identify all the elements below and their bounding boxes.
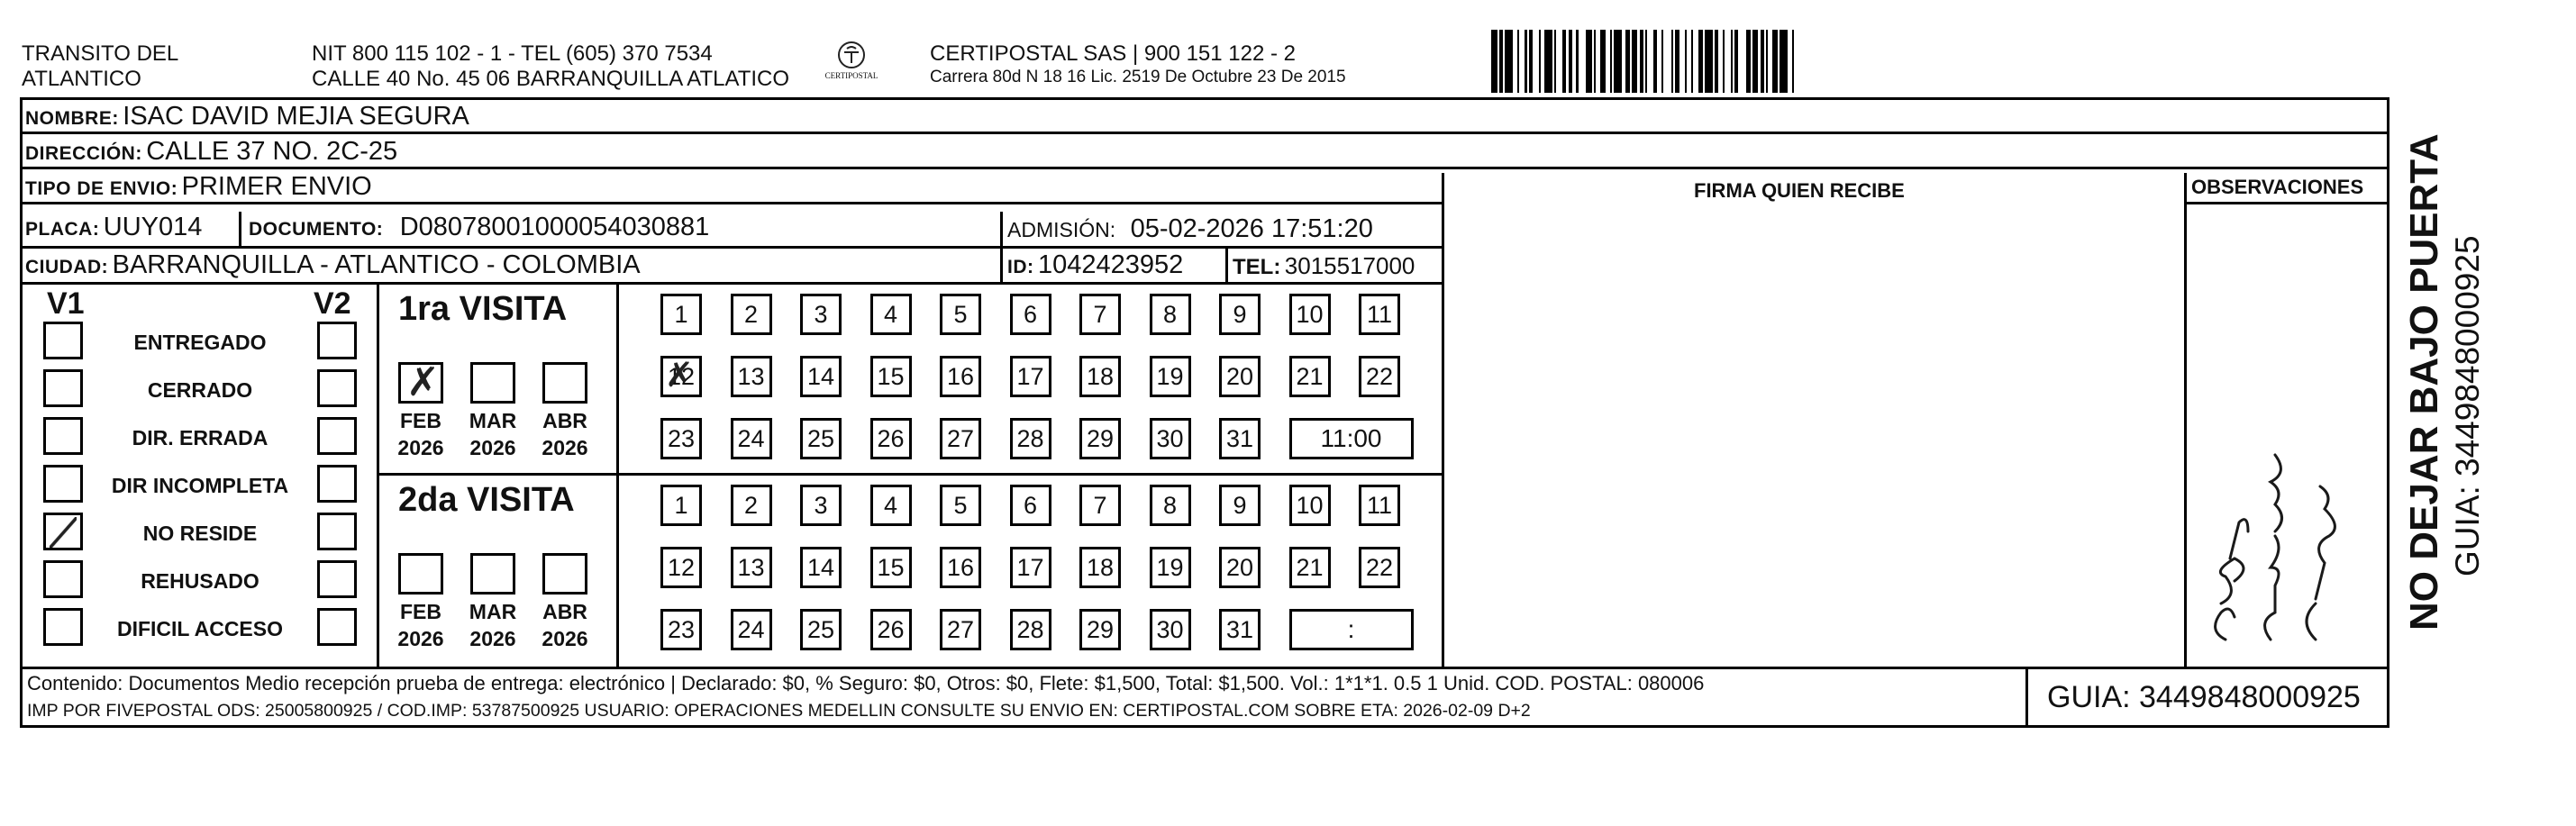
day-box[interactable]: 2 bbox=[731, 485, 772, 526]
tel-label: TEL: bbox=[1233, 255, 1281, 279]
tipo-envio-label: TIPO DE ENVIO: bbox=[25, 178, 178, 199]
day-box[interactable]: 3 bbox=[800, 485, 842, 526]
divider bbox=[2184, 202, 2389, 204]
divider bbox=[20, 282, 1442, 285]
month-label bbox=[463, 598, 523, 652]
status-v2-checkbox[interactable] bbox=[317, 369, 357, 407]
day-box[interactable]: 4 bbox=[870, 485, 912, 526]
status-v1-checkbox[interactable] bbox=[43, 513, 83, 550]
status-v2-checkbox[interactable] bbox=[317, 417, 357, 455]
observaciones-header: OBSERVACIONES bbox=[2191, 176, 2364, 198]
month-label bbox=[535, 407, 595, 461]
month-year: 2026 bbox=[542, 627, 588, 650]
day-box[interactable]: 9 bbox=[1219, 294, 1261, 335]
day-box[interactable]: 15 bbox=[870, 547, 912, 588]
day-box[interactable]: 22 bbox=[1359, 547, 1400, 588]
day-box[interactable]: 26 bbox=[870, 418, 912, 459]
day-box[interactable]: 20 bbox=[1219, 356, 1261, 397]
month-name: ABR bbox=[542, 409, 587, 432]
status-v1-checkbox[interactable] bbox=[43, 322, 83, 359]
documento-value: D08078001000054030881 bbox=[399, 213, 710, 241]
status-label: CERRADO bbox=[147, 378, 253, 402]
footer-imp: IMP POR FIVEPOSTAL ODS: 25005800925 / COD.IMP: 53787500925 USUARIO: OPERACIONES MEDELLIN CONSULTE SU ENVIO EN: CERTIPOSTAL.COM SOBRE ETA: 2026-02-09 D+2 bbox=[27, 701, 1531, 721]
day-box[interactable]: 29 bbox=[1079, 609, 1121, 650]
status-v1-checkbox[interactable] bbox=[43, 465, 83, 503]
day-box[interactable]: 17 bbox=[1010, 356, 1051, 397]
month-label bbox=[463, 407, 523, 461]
day-box[interactable]: 22 bbox=[1359, 356, 1400, 397]
day-box[interactable]: 24 bbox=[731, 609, 772, 650]
divider bbox=[377, 473, 1442, 476]
divider bbox=[20, 167, 2389, 169]
id-field bbox=[1007, 250, 1183, 280]
day-box[interactable]: 23 bbox=[660, 609, 702, 650]
day-box[interactable]: 7 bbox=[1079, 485, 1121, 526]
day-box[interactable]: 28 bbox=[1010, 418, 1051, 459]
day-box[interactable]: 21 bbox=[1289, 547, 1331, 588]
divider bbox=[20, 246, 1442, 249]
status-v1-checkbox[interactable] bbox=[43, 369, 83, 407]
sender-nit: NIT 800 115 102 - 1 - TEL (605) 370 7534 bbox=[312, 41, 713, 66]
day-box[interactable]: 16 bbox=[940, 356, 981, 397]
status-label: DIR. ERRADA bbox=[132, 426, 269, 449]
day-box[interactable]: 20 bbox=[1219, 547, 1261, 588]
day-box[interactable]: 16 bbox=[940, 547, 981, 588]
tel-field bbox=[1233, 252, 1415, 280]
divider bbox=[239, 212, 241, 246]
visit-title: 2da VISITA bbox=[398, 481, 575, 519]
day-box[interactable]: 27 bbox=[940, 609, 981, 650]
month-label bbox=[535, 598, 595, 652]
day-box[interactable]: 28 bbox=[1010, 609, 1051, 650]
side-guia: GUIA: 3449848000925 bbox=[2449, 235, 2486, 576]
placa-field bbox=[25, 213, 202, 242]
month-label bbox=[391, 598, 451, 652]
month-year: 2026 bbox=[397, 436, 444, 459]
logo-text: CERTIPOSTAL bbox=[824, 71, 878, 80]
day-box[interactable]: 1 bbox=[660, 294, 702, 335]
day-box[interactable]: 13 bbox=[731, 356, 772, 397]
day-box[interactable]: 5 bbox=[940, 294, 981, 335]
day-box[interactable]: 27 bbox=[940, 418, 981, 459]
day-box[interactable]: 10 bbox=[1289, 294, 1331, 335]
placa-value: UUY014 bbox=[103, 213, 203, 241]
day-box[interactable]: 23 bbox=[660, 418, 702, 459]
documento-field bbox=[249, 213, 709, 242]
day-box[interactable]: 3 bbox=[800, 294, 842, 335]
day-box[interactable]: 11 bbox=[1359, 485, 1400, 526]
status-label: ENTREGADO bbox=[133, 331, 267, 354]
divider bbox=[20, 667, 2389, 669]
month-checkbox[interactable] bbox=[470, 553, 515, 595]
placa-label: PLACA: bbox=[25, 219, 100, 240]
status-v2-checkbox[interactable] bbox=[317, 560, 357, 598]
status-v1-checkbox[interactable] bbox=[43, 560, 83, 598]
barcode bbox=[1491, 30, 2253, 93]
day-box[interactable]: 21 bbox=[1289, 356, 1331, 397]
status-v1-checkbox[interactable] bbox=[43, 608, 83, 646]
sender-address: CALLE 40 No. 45 06 BARRANQUILLA ATLATICO bbox=[312, 67, 790, 91]
day-box[interactable]: 30 bbox=[1150, 418, 1191, 459]
day-box[interactable]: 31 bbox=[1219, 609, 1261, 650]
day-box[interactable]: 15 bbox=[870, 356, 912, 397]
divider bbox=[1442, 173, 1444, 667]
admision-value: 05-02-2026 17:51:20 bbox=[1130, 214, 1373, 243]
id-value: 1042423952 bbox=[1037, 250, 1184, 279]
status-v2-checkbox[interactable] bbox=[317, 322, 357, 359]
sender-name-line2: ATLANTICO bbox=[22, 67, 141, 91]
form-frame bbox=[20, 97, 2389, 728]
sender-details bbox=[312, 41, 789, 92]
day-box[interactable]: 30 bbox=[1150, 609, 1191, 650]
status-label: NO RESIDE bbox=[142, 522, 258, 545]
time-field[interactable]: 11:00 bbox=[1289, 418, 1414, 459]
day-box[interactable]: 6 bbox=[1010, 294, 1051, 335]
day-box[interactable]: 1 bbox=[660, 485, 702, 526]
day-box[interactable]: 14 bbox=[800, 547, 842, 588]
status-label: DIFICIL ACCESO bbox=[116, 617, 283, 640]
ciudad-label: CIUDAD: bbox=[25, 257, 109, 277]
tipo-envio-value: PRIMER ENVIO bbox=[181, 172, 372, 201]
day-box[interactable]: 31 bbox=[1219, 418, 1261, 459]
day-box[interactable]: 19 bbox=[1150, 356, 1191, 397]
direccion-field bbox=[25, 137, 397, 167]
divider bbox=[20, 202, 1442, 204]
day-box[interactable]: 5 bbox=[940, 485, 981, 526]
tel-value: 3015517000 bbox=[1284, 252, 1415, 279]
day-box[interactable]: 29 bbox=[1079, 418, 1121, 459]
month-year: 2026 bbox=[542, 436, 588, 459]
sender-name-line1: TRANSITO DEL bbox=[22, 41, 179, 66]
side-warning: NO DEJAR BAJO PUERTA bbox=[2402, 133, 2446, 631]
day-box[interactable]: 10 bbox=[1289, 485, 1331, 526]
day-box[interactable]: 7 bbox=[1079, 294, 1121, 335]
day-box[interactable]: 8 bbox=[1150, 485, 1191, 526]
day-box[interactable]: 2 bbox=[731, 294, 772, 335]
month-name: FEB bbox=[400, 600, 441, 623]
carrier-info bbox=[930, 41, 1346, 88]
month-checkbox[interactable] bbox=[542, 553, 587, 595]
month-checkbox[interactable] bbox=[542, 362, 587, 404]
nombre-label: NOMBRE: bbox=[25, 108, 119, 129]
status-v2-checkbox[interactable] bbox=[317, 513, 357, 550]
day-box[interactable]: 19 bbox=[1150, 547, 1191, 588]
month-checkbox[interactable] bbox=[470, 362, 515, 404]
footer-guia: GUIA: 3449848000925 bbox=[2047, 680, 2361, 714]
visit-title: 1ra VISITA bbox=[398, 290, 568, 328]
handwritten-signature bbox=[2198, 342, 2388, 658]
day-box[interactable]: 24 bbox=[731, 418, 772, 459]
firma-header: FIRMA QUIEN RECIBE bbox=[1694, 179, 1905, 202]
tipo-envio-field bbox=[25, 172, 372, 202]
admision-label: ADMISIÓN: bbox=[1007, 218, 1116, 241]
status-label: REHUSADO bbox=[141, 569, 259, 593]
month-year: 2026 bbox=[469, 436, 516, 459]
divider bbox=[2025, 667, 2028, 728]
direccion-label: DIRECCIÓN: bbox=[25, 143, 142, 164]
divider bbox=[1225, 248, 1228, 282]
month-name: MAR bbox=[469, 409, 517, 432]
day-box[interactable]: 18 bbox=[1079, 547, 1121, 588]
day-box[interactable]: 12 bbox=[660, 547, 702, 588]
admision-field bbox=[1007, 214, 1373, 244]
nombre-field bbox=[25, 102, 469, 132]
carrier-address: Carrera 80d N 18 16 Lic. 2519 De Octubre 23 De 2015 bbox=[930, 68, 1346, 86]
carrier-name: CERTIPOSTAL SAS | 900 151 122 - 2 bbox=[930, 41, 1296, 66]
month-checkbox[interactable] bbox=[398, 553, 443, 595]
divider bbox=[1000, 212, 1003, 282]
day-box[interactable]: 26 bbox=[870, 609, 912, 650]
footer-content: Contenido: Documentos Medio recepción prueba de entrega: electrónico | Declarado: $0, % Seguro: $0, Otros: $0, Flete: $1,500, Total: $1,500. Vol.: 1*1*1. 0.5 1 Unid. COD. POSTAL: 080006 bbox=[27, 672, 1705, 694]
certipostal-logo-icon bbox=[836, 40, 867, 70]
status-v2-checkbox[interactable] bbox=[317, 608, 357, 646]
month-label bbox=[391, 407, 451, 461]
month-year: 2026 bbox=[397, 627, 444, 650]
v2-label: V2 bbox=[314, 286, 351, 321]
month-year: 2026 bbox=[469, 627, 516, 650]
v1-label: V1 bbox=[47, 286, 85, 321]
documento-label: DOCUMENTO: bbox=[249, 219, 384, 240]
certipostal-logo bbox=[811, 40, 892, 80]
day-box[interactable]: 11 bbox=[1359, 294, 1400, 335]
id-label: ID: bbox=[1007, 257, 1034, 277]
direccion-value: CALLE 37 NO. 2C-25 bbox=[146, 137, 398, 166]
day-box[interactable]: 17 bbox=[1010, 547, 1051, 588]
month-name: ABR bbox=[542, 600, 587, 623]
status-label: DIR INCOMPLETA bbox=[111, 474, 289, 497]
day-box[interactable]: 25 bbox=[800, 418, 842, 459]
status-v1-checkbox[interactable] bbox=[43, 417, 83, 455]
day-box[interactable]: 13 bbox=[731, 547, 772, 588]
sender-name bbox=[22, 41, 178, 92]
day-box[interactable]: 25 bbox=[800, 609, 842, 650]
month-name: FEB bbox=[400, 409, 441, 432]
time-field[interactable]: : bbox=[1289, 609, 1414, 650]
month-checkbox[interactable] bbox=[398, 362, 443, 404]
divider bbox=[2184, 173, 2187, 667]
day-box[interactable]: 6 bbox=[1010, 485, 1051, 526]
ciudad-value: BARRANQUILLA - ATLANTICO - COLOMBIA bbox=[112, 250, 641, 279]
day-box[interactable]: 8 bbox=[1150, 294, 1191, 335]
day-box[interactable]: 18 bbox=[1079, 356, 1121, 397]
month-name: MAR bbox=[469, 600, 517, 623]
nombre-value: ISAC DAVID MEJIA SEGURA bbox=[123, 102, 469, 131]
day-box[interactable]: 9 bbox=[1219, 485, 1261, 526]
day-box[interactable]: 14 bbox=[800, 356, 842, 397]
status-v2-checkbox[interactable] bbox=[317, 465, 357, 503]
divider bbox=[20, 132, 2389, 134]
day-box[interactable]: 4 bbox=[870, 294, 912, 335]
day-box[interactable]: 12 ✗ bbox=[660, 356, 702, 397]
ciudad-field bbox=[25, 250, 641, 280]
